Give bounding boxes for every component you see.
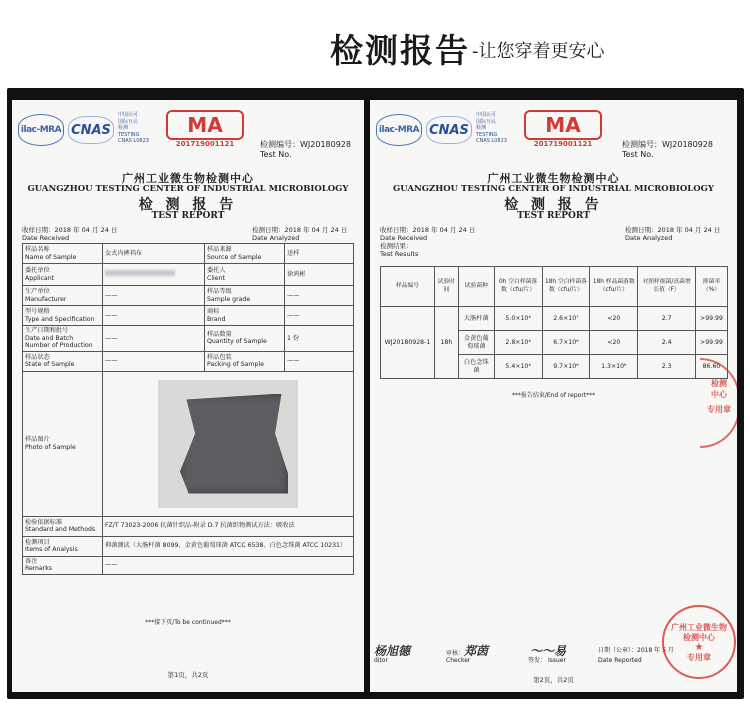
page-number-2: 第2页，共2页 — [533, 676, 574, 684]
banner — [0, 0, 750, 88]
official-seal-partial: 检测 中心 专用章 — [700, 358, 737, 448]
table-row: 委托单位 Applicant 委托人 Client 徐鸿彬 — [23, 264, 354, 286]
center-name-en: GUANGZHOU TESTING CENTER OF INDUSTRIAL MICROBIOLOGY — [27, 184, 349, 194]
official-seal: 广州工业微生物 检测中心 ★ 专用章 — [662, 605, 736, 679]
report-frame — [7, 88, 744, 699]
cma-number: 201719001121 — [175, 140, 235, 148]
center-name-cn: 广州工业微生物检测中心 — [122, 172, 254, 185]
ilac-mra-logo: ilac-MRA — [18, 114, 64, 146]
editor-label-en: ditor — [374, 657, 388, 664]
table-header-row: 样品编号 试验时间 试验菌种 0h 空白样菌落数（cfu/片） 18h 空白样菌落数（cfu/片） 18h 样品菌落数（cfu/片） 对照样细菌/真菌增长值（F） 抑菌率（%） — [381, 267, 728, 307]
report-title-cn: 检 测 报 告 — [138, 197, 238, 213]
results-table — [380, 266, 728, 379]
page-number-1: 第1页，共2页 — [167, 671, 209, 679]
table-row: 样品名称 Name of Sample 女式内裤裆布 样品来源 Source of Sample 送样 — [23, 244, 354, 264]
report-number: 检测编号：WJ20180928 Test No. — [622, 140, 713, 159]
table-row: 检验依据标准 Standard and Methods FZ/T 73023-2006 抗菌针织品-附录 D.7 抗菌织物测试方法：吸收法 — [23, 516, 354, 536]
cnas-logo: CNAS — [426, 116, 472, 144]
report-title-en: TEST REPORT — [517, 211, 590, 221]
report-page-2 — [370, 100, 737, 692]
cma-logo: MA — [166, 110, 244, 140]
date-analyzed: 检测日期：2018 年 04 月 24 日 Date Analyzed — [625, 226, 721, 242]
editor-signature: 杨旭德 — [374, 644, 411, 658]
table-row: 样品图片 Photo of Sample — [23, 371, 354, 516]
checker-label-en: Checker — [446, 657, 471, 664]
cnas-logo: CNAS — [68, 116, 114, 144]
table-row: 生产单位 Manufacturer —— 样品等级 Sample grade —— — [23, 286, 354, 306]
table-row: WJ20180928-1 18h 大肠杆菌 5.0×10⁴ 2.6×10⁷ <20 2.7 >99.99 — [381, 307, 728, 331]
sample-photo — [158, 380, 298, 508]
continued-note: ***接下页/To be continued*** — [145, 619, 231, 626]
report-title-en: TEST REPORT — [151, 211, 225, 221]
report-number: 检测编号：WJ20180928 Test No. — [260, 140, 351, 159]
cma-number: 201719001121 — [533, 140, 593, 148]
date-reported-en: Date Reported — [598, 657, 642, 664]
table-row: 金黄色葡萄球菌 2.8×10⁴ 6.7×10⁶ <20 2.4 >99.99 — [381, 331, 728, 355]
checker-label: 审核：郑茵 — [446, 644, 489, 658]
redacted-applicant — [105, 270, 175, 276]
report-page-1 — [12, 100, 364, 692]
issuer-label: 签发： Issuer — [528, 657, 566, 664]
ilac-mra-logo: ilac-MRA — [376, 114, 422, 146]
table-row: 白色念珠菌 5.4×10⁴ 9.7×10⁶ 1.3×10⁶ 2.3 86.60 — [381, 355, 728, 379]
date-received: 收样日期：2018 年 04 月 24 日 Date Received 检测结果： Test Results — [380, 226, 476, 258]
center-name-en: GUANGZHOU TESTING CENTER OF INDUSTRIAL MICROBIOLOGY — [393, 184, 714, 194]
report-title-cn: 检 测 报 告 — [504, 197, 603, 213]
cnas-text: 中国认可 国际互认 检测 TESTING CNAS L0823 — [118, 112, 149, 144]
date-analyzed: 检测日期：2018 年 04 月 24 日 Date Analyzed — [252, 226, 348, 242]
table-row: 样品状态 State of Sample —— 样品包装 Packing of Sample —— — [23, 351, 354, 371]
issuer-signature: ～～易 — [530, 644, 567, 658]
table-row: 备注 Remarks —— — [23, 556, 354, 574]
table-row: 检测项目 Items of Analysis 抑菌测试（大肠杆菌 8099、金黄色葡萄球菌 ATCC 6538、白色念珠菌 ATCC 10231） — [23, 536, 354, 556]
banner-subtitle: -让您穿着更安心 — [472, 41, 605, 62]
date-reported: 日期（公章）：2018 年 5 月 — [598, 647, 674, 654]
sample-info-table — [22, 243, 354, 575]
date-received: 收样日期：2018 年 04 月 24 日 Date Received — [22, 226, 118, 242]
cnas-text: 中国认可 国际互认 检测 TESTING CNAS L0823 — [476, 112, 507, 144]
end-of-report: ***报告结束/End of report*** — [511, 392, 596, 399]
table-row: 生产日期和批号 Date and Batch Number of Production —— 样品数量 Quantity of Sample 1 份 — [23, 326, 354, 352]
cma-logo: MA — [524, 110, 602, 140]
center-name-cn: 广州工业微生物检测中心 — [487, 172, 620, 185]
banner-title: 检测报告 — [330, 31, 470, 70]
fabric-sample — [180, 394, 288, 494]
table-row: 型号规格 Type and Specification —— 商标 Brand —— — [23, 306, 354, 326]
